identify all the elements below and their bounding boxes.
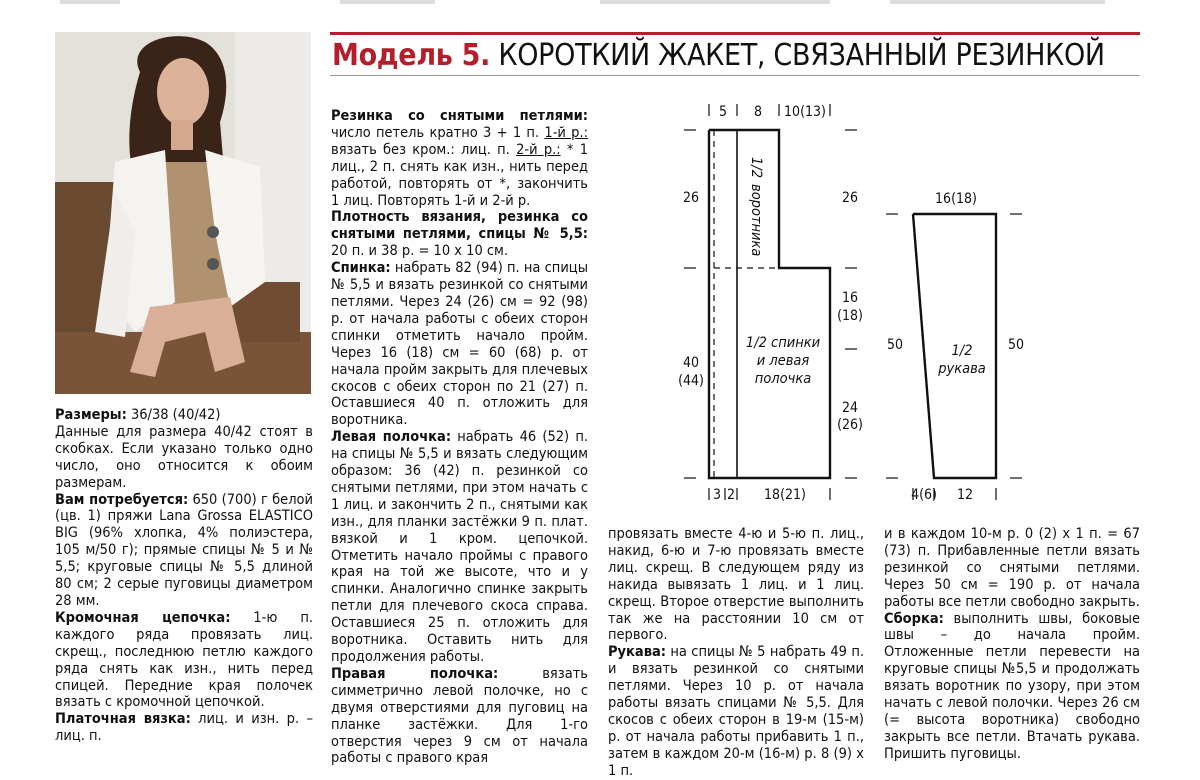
collar-label-1: 1/2 [748,157,764,178]
sleeve-dim-top: 16(18) [935,191,977,207]
edge-text: 1-ю п. каждого ряда провязать лиц. скрещ., последнюю петлю каждого ряда снять как изн., нить перед спицей. Передние края полочек вязать с кромочной цепочкой. [55,609,313,711]
dim-left-26: 26 [682,190,700,206]
right-front-label: Правая полочка: [331,665,499,682]
dim-left-40-alt: (44) [678,373,704,389]
model-name: КОРОТКИЙ ЖАКЕТ, СВЯЗАННЫЙ РЕЗИНКОЙ [498,38,1105,73]
sizes-label: Размеры: [55,407,127,423]
gauge-text: 20 п. и 38 р. = 10 x 10 см. [331,243,509,260]
rib-text: вязать без кром.: лиц. п. [331,141,517,158]
sleeves-text: на спицы № 5 набрать 49 п. и вязать резинкой со снятыми петлями. Через 10 р. от начала работы вязать спицами № 5,5. Для скосов с обеих сторон в 19-м (15-м) р. от начала работы прибавить 1 п., затем в каждом 20-м (16-м) р. 8 (9) x 1 п. [608,644,864,779]
materials-label: Вам потребуется: [55,491,189,508]
assembly-label: Сборка: [884,610,944,627]
dim-bottom-3: 3 [712,487,722,503]
back-text: набрать 82 (94) п. на спицы № 5,5 и вязать резинкой со снятыми петлями. Через 24 (26) см = 92 (98) р. от начала работы с обеих сторон спинки отметить начало пройм. Через 16 (18) см = 60 (68) р. от начала пройм закрыть для плечевых скосов с обеих сторон по 21 (27) п. Оставшиеся 40 п. отложить для воротника. [331,260,588,429]
left-front-label: Левая полочка: [331,429,452,446]
model-number: Модель 5. [332,38,491,73]
gauge-label: Плотность вязания, резинка со снятыми петлями, спицы № 5,5: [331,209,588,243]
sleeve-label-2: рукава [938,361,986,377]
dim-right-26: 26 [841,190,859,206]
dim-bottom-2: 2 [726,487,736,503]
left-front-text: набрать 46 (52) п. на спицы № 5,5 и вязать следующим образом: 36 (42) п. резинкой со снятыми петлями, при этом начать с 1 лиц. и закончить 2 п., снятыми как изн., для планки застёжки 9 п. плат. вязкой и 1 кром. цепочкой. Отметить начало проймы с правого края на той же высоте, что и у спинки. Аналогично спинке закрыть петли для плечевого скоса справа. Оставшиеся 25 п. отложить для воротника. Оставить нить для продолжения работы. [331,429,589,665]
body-label-1: 1/2 спинки [745,335,821,351]
sleeve-dim-bottom: 12 [956,487,974,503]
dim-top-10: 10(13) [784,104,826,120]
rib-text: * 1 лиц., 2 п. снять как изн., нить перед работой, повторять от *, закончить 1 лиц. Повторять 1-й и 2-й р. [331,141,588,209]
rib-label: Резинка со снятыми петлями: [331,108,588,124]
dim-right-16-alt: (18) [837,308,863,324]
edge-label: Кромочная цепочка: [55,609,231,626]
dim-bottom-18: 18(21) [764,487,806,503]
sleeve-dim-left: 50 [886,337,904,353]
back-label: Спинка: [331,260,391,277]
dim-top-5: 5 [718,104,728,120]
sleeve-dim-right: 50 [1007,337,1025,353]
sleeve-label-1: 1/2 [951,343,973,359]
dim-right-24: 24 [841,400,859,416]
right-front-text: вязать симметрично левой полочке, но с двумя отверстиями для пуговиц на планке застёжки. Для 1-го отверстия через 9 см от начала работы с правого края [331,665,588,767]
assembly-text: выполнить швы, боковые швы – до начала пройм. Отложенные петли перевести на круговые спицы №5,5 и продолжать вязать воротник по узору, при этом начать с левой полочки. Через 26 см (= высота воротника) свободно закрыть все петли. Втачать рукава. Пришить пуговицы. [884,610,1140,762]
dim-right-16: 16 [841,290,859,306]
dim-top-8: 8 [753,104,763,120]
sizes-note: Данные для размера 40/42 стоят в скобках. Если указано только одно число, оно относится к обоим размерам. [55,423,313,491]
row2-label: 2-й р.: [516,141,561,158]
rib-text: число петель кратно 3 + 1 п. [331,124,545,141]
dim-left-40: 40 [682,355,700,371]
materials-text: 650 (700) г белой (цв. 1) пряжи Lana Grossa ELASTICO BIG (96% хлопка, 4% полиэстера, 105 м/50 г); прямые спицы № 5 и № 5,5; круговые спицы № 5,5 длиной 80 см; 2 серые пуговицы диаметром 28 мм. [55,491,313,609]
garter-label: Платочная вязка: [55,711,191,728]
sleeve-dim-bottom-left: 4(6) [911,487,937,503]
body-label-2: и левая [756,353,810,369]
row1-label: 1-й р.: [544,124,588,141]
sizes-value: 36/38 (40/42) [126,407,221,423]
sleeves-label: Рукава: [608,644,666,661]
garter-text: лиц. и изн. р. – лиц. п. [55,711,313,745]
buttonhole-paragraph: провязать вместе 4-ю и 5-ю п. лиц., накид, 6-ю и 7-ю провязать вместе лиц. скрещ. В следующем ряду из накида вывязать 1 лиц. и 1 лиц. скрещ. Второе отверстие выполнить так же на расстоянии 10 см от первого. [608,526,864,644]
sleeve-increase-paragraph: и в каждом 10-м р. 0 (2) x 1 п. = 67 (73) п. Прибавленные петли вязать резинкой со снятыми петлями. Через 50 см = 190 р. от начала работы все петли свободно закрыть. [884,526,1140,610]
body-label-3: полочка [754,371,812,387]
dim-right-24-alt: (26) [837,417,863,433]
collar-label-2: воротника [748,184,764,257]
